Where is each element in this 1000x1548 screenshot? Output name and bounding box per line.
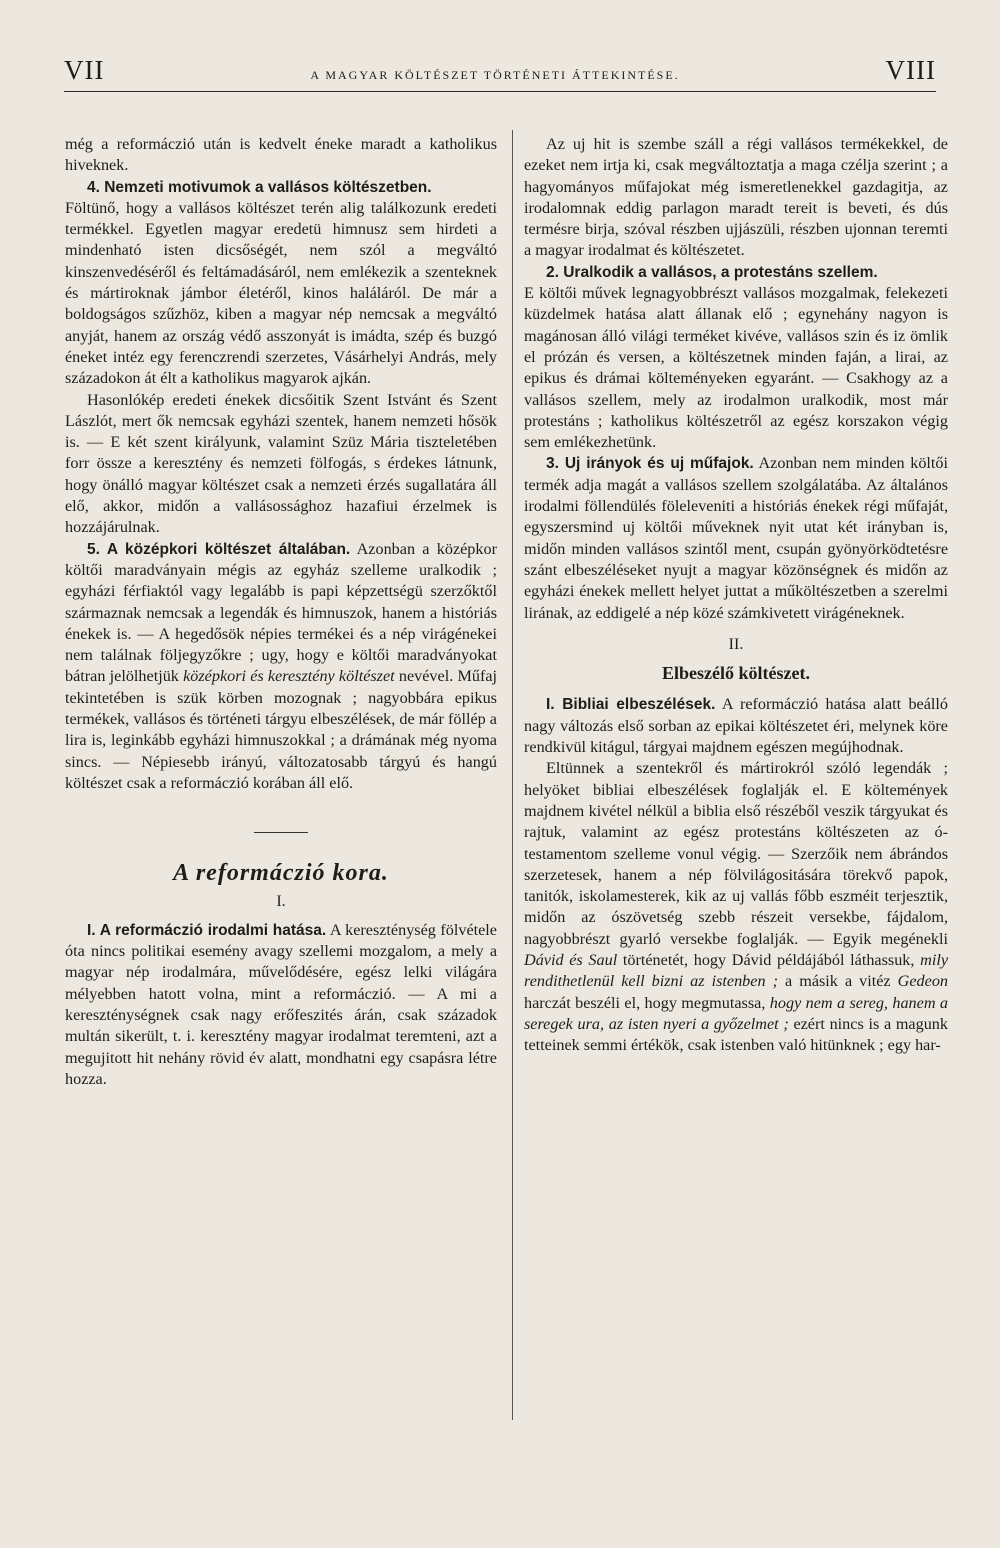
paragraph: 3. Uj irányok és uj műfajok. Azonban nem minden költői termék adja magát a vallásos szellem szolgálatába. Az általános irodalmi föllendülés föleleveniti a históriás énekek régi műfaját, egyszersmind uj költői műveknek nyit utat két irányban is, midőn minden vallásos szintől ment, csupán gyönyörködtetésre szánt elbeszéléseket nyujt a magyar közönségnek és midőn az egyházi énekek mellett helyet juttat a műköltészetben a szerelmi lirának, az eddigelé a nép közé számkivetett virágéneknek. <box>524 454 948 622</box>
chapter-title: A reformáczió kora. <box>173 860 389 887</box>
left-column <box>65 134 497 1090</box>
paragraph: Föltünő, hogy a vallásos költészet terén alig találkozunk eredeti termékkel. Egyetlen magyar eredetü himnusz sem hirdeti a mindenható isten dicsőségét, nem szól a megváltó kinszenvedéséről és feltámadásáról, nem emlékezik a szenteknek és mártiroknak jámbor életéről, kinos haláláról. De már a boldogságos szűzhöz, kiben a magyar nép nemcsak a megváltó anyját, hanem az ország védő asszonyát is imádta, szép és buzgó éneket intéz egy ferenczrendi szerzetes, Vásárhelyi András, mely századokon át élt a katholikus magyarok ajkán. <box>65 198 497 388</box>
section-divider <box>254 832 308 833</box>
section-heading-1b: I. Bibliai elbeszélések. <box>546 696 716 714</box>
header-rule <box>64 91 936 92</box>
column-separator <box>512 130 513 1420</box>
chapter-part-number: I. <box>276 892 286 910</box>
right-page-number: VIII <box>885 55 936 85</box>
paragraph: E költői művek legnagyobbrészt vallásos mozgalmak, felekezeti küzdelmek hatása alatt állanak elő ; egynehány nagyon is magánosan álló világi terméket kivéve, vallásos szin és iz ömlik el prózán és versen, a költészetnek minden faján, a lirai, az epikus és drámai költeményeken egyaránt. — Csakhogy az a vallásos szellem, mely az irodalmon uralkodik, most már protestáns ; katholikus költészetről az egész korszakon végig sem emlékezhetünk. <box>524 284 948 452</box>
paragraph <box>65 177 497 198</box>
section-heading-4: 4. Nemzeti motivumok a vallásos költészetben. <box>87 178 432 196</box>
left-page-number: VII <box>64 55 105 85</box>
paragraph <box>524 262 948 283</box>
paragraph: Az uj hit is szembe száll a régi vallásos termékekkel, de ezeket nem irtja ki, csak megváltoztatja a maga czélja szerint ; a hagyományos műfajokat még ismeretlenekkel gazdagitja, az irodalomnak eddig parlagon maradt tereit is beveti, és dús termésre birja, szóval részben ujjászüli, részben ujonnan teremti a magyar irodalmat és költészetet. <box>524 135 948 260</box>
paragraph: még a reformáczió után is kedvelt éneke maradt a katholikus hiveknek. <box>65 135 497 175</box>
paragraph: Hasonlókép eredeti énekek dicsőitik Szent Istvánt és Szent Lászlót, mert ők nemcsak egyházi szentek, hanem nemzeti hősök is. — E két szent királyunk, valamint Szüz Mária tiszteletében forr össze a keresztény és nemzeti fölfogás, s érdekes látnunk, hogy önálló magyar költészet csak a nemzeti érzés sugallatára áll elő, akkor, midőn a vallásossághoz hazafiui érzelmek is hozzájárulnak. <box>65 390 497 537</box>
chapter-part-number: II. <box>728 635 744 653</box>
section-heading-5: 5. A középkori költészet általában. <box>87 540 351 558</box>
paragraph: I. Bibliai elbeszélések. A reformáczió hatása alatt beálló nagy változás első sorban az epikai költészetet éri, melynek köre rendkivül kitágul, tárgyai majdnem egészen megújhodnak. <box>524 695 948 757</box>
subsection-title: Elbeszélő költészet. <box>662 663 810 684</box>
running-title: A MAGYAR KÖLTÉSZET TÖRTÉNETI ÁTTEKINTÉSE. <box>310 68 680 82</box>
page-header <box>64 55 936 95</box>
paragraph: Eltünnek a szentekről és mártirokról szóló legendák ; helyöket bibliai elbeszélések foglalják el. E költemények majdnem kivétel nélkül a biblia első részéből veszik tárgyukat és rajtuk, valamint az egész protestáns költészeten az ó-testamentom szelleme vonul végig. — Szerzőik nem ábrándos szerzetesek, hanem a nép fölvilágositására törekvő papok, tanitók, iskolamesterek, kik az uj vallás főbb eszméit terjesztik, midőn az ószövetség szebb részeit versekbe, fájdalom, nagyobbrészt gyarló versekbe foglalják. — Egyik megénekli Dávid és Saul történetét, hogy Dávid példájából láthassuk, mily rendithetlenül kell bizni az istenben ; a másik a vitéz Gedeon harczát beszéli el, hogy megmutassa, hogy nem a sereg, hanem a seregek ura, az isten nyeri a győzelmet ; ezért nincs is a magunk tetteinek semmi értékök, csak istenben való hitünknek ; egy har- <box>524 759 949 1055</box>
paragraph: 5. A középkori költészet általában. Azonban a középkor költői maradványain mégis az egyház szelleme uralkodik ; egyházi férfiaktól vagy legalább is papi képzettségü szerzőktől származnak nemcsak a legendák és himnuszok, hanem a históriás énekek is. — A hegedősök népies termékei és a nép virágénekei nem találnak följegyzőkre ; ugy, hogy e költői maradványokat bátran jelölhetjük középkori és keresztény költészet nevével. Műfaj tekintetében is szük körben mozognak ; nagyobbára epikus termékek, vallásos és történeti tárgyu elbeszélések, de már föllép a lira is, leginkább egyházi himnuszokkal ; a drámának még nyoma sincs. — Népiesebb irányú, változatosabb tárgyú és hangú költészet csak a reformáczió korában áll elő. <box>65 539 498 792</box>
section-heading-3: 3. Uj irányok és uj műfajok. <box>546 455 754 473</box>
section-heading-1: I. A reformáczió irodalmi hatása. <box>87 921 327 939</box>
paragraph: I. A reformáczió irodalmi hatása. A kereszténység fölvétele óta nincs politikai esemény avagy szellemi mozgalom, a mely a magyar nép irodalmára, művelődésére, egész lelki világára mélyebben hatott volna, mint a reformáczió. — A mi a kereszténységnek csak nagy erőfeszités árán, csak századok multán sikerült, t. i. keresztény magyar irodalmat teremteni, azt a megujitott hit nehány rövid év alatt, mondhatni egy csapásra létre hozza. <box>65 920 497 1088</box>
right-column <box>524 134 948 1056</box>
section-heading-2: 2. Uralkodik a vallásos, a protestáns szellem. <box>546 263 878 281</box>
